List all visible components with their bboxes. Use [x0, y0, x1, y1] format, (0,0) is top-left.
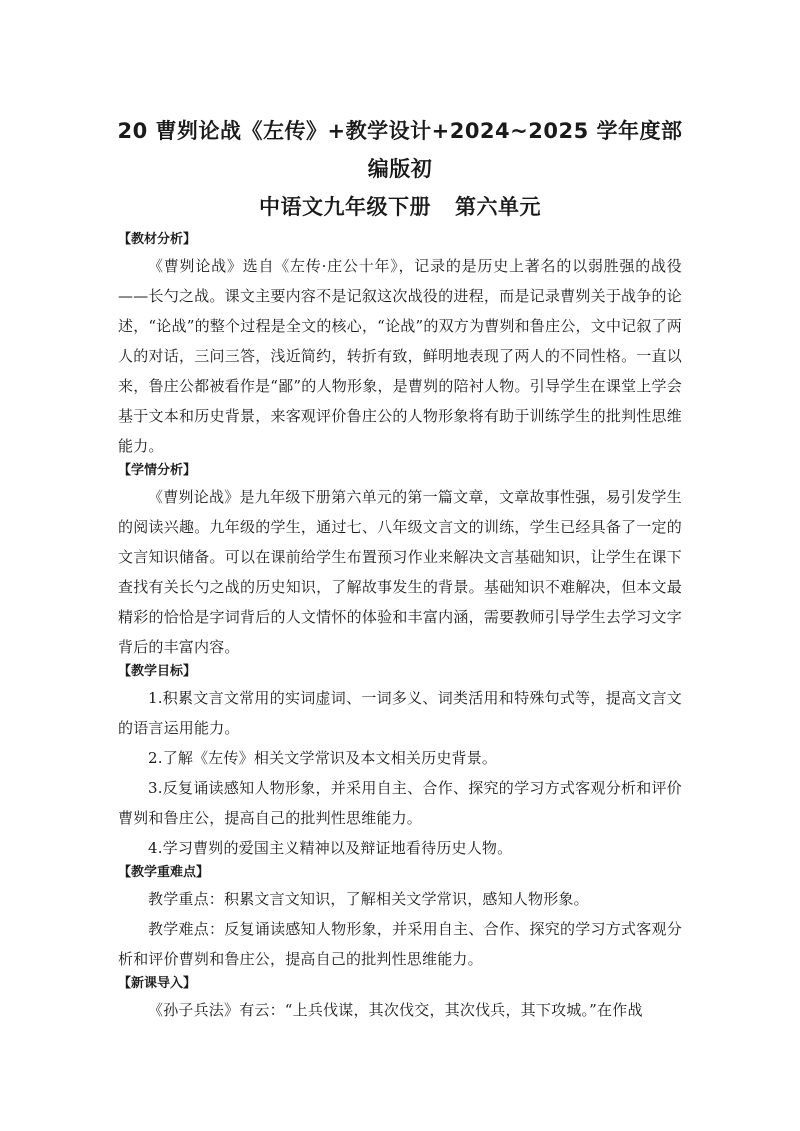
objective-item: 3.反复诵读感知人物形象，并采用自主、合作、探究的学习方式客观分析和评价曹刿和鲁庄公，提高自己的批判性思维能力。 — [118, 779, 682, 827]
title-line-2-unit: 第六单元 — [455, 195, 541, 219]
title-line-1: 20 曹刿论战《左传》+教学设计+2024~2025 学年度部编版初 — [117, 119, 683, 181]
paragraph: 《曹刿论战》选自《左传·庄公十年》，记录的是历史上著名的以弱胜强的战役——长勺之战。课文主要内容不是记叙这次战役的进程，而是记录曹刿关于战争的论述，“论战”的整个过程是全文的核心，“论战”的双方为曹刿和鲁庄公，文中记叙了两人的对话，三问三答，浅近简约，转折有致，鲜明地表现了两人的不同性格。一直以来，鲁庄公都被看作是“鄙”的人物形象，是曹刿的陪衬人物。引导学生在课堂上学会基于文本和历史背景，来客观评价鲁庄公的人物形象将有助于训练学生的批判性思维能力。 — [118, 257, 682, 455]
section-lesson-introduction — [118, 974, 682, 1025]
document-title — [108, 112, 692, 226]
objective-item: 4.学习曹刿的爱国主义精神以及辩证地看待历史人物。 — [148, 839, 513, 857]
section-heading: 【教材分析】 — [118, 232, 197, 247]
section-heading: 【学情分析】 — [118, 463, 197, 478]
section-heading: 【教学重难点】 — [118, 865, 210, 880]
title-line-2 — [108, 188, 692, 226]
section-heading: 【新课导入】 — [118, 976, 197, 991]
key-point: 教学重点：积累文言文知识，了解相关文学常识，感知人物形象。 — [148, 890, 589, 908]
section-textbook-analysis — [118, 230, 682, 461]
section-student-analysis — [118, 461, 682, 662]
title-line-2-subject: 中语文九年级下册 — [259, 195, 431, 219]
section-heading: 【教学目标】 — [118, 664, 197, 679]
objective-item: 2.了解《左传》相关文学常识及本文相关历史背景。 — [148, 749, 498, 767]
section-key-difficult-points — [118, 863, 682, 974]
section-teaching-objectives — [118, 662, 682, 863]
difficult-point: 教学难点：反复诵读感知人物形象，并采用自主、合作、探究的学习方式客观分析和评价曹刿和鲁庄公，提高自己的批判性思维能力。 — [118, 920, 682, 968]
paragraph: 《孙子兵法》有云：“上兵伐谋，其次伐交，其次伐兵，其下攻城。”在作战 — [148, 1001, 643, 1019]
paragraph: 《曹刿论战》是九年级下册第六单元的第一篇文章，文章故事性强，易引发学生的阅读兴趣。九年级的学生，通过七、八年级文言文的训练，学生已经具备了一定的文言知识储备。可以在课前给学生布置预习作业来解决文言基础知识，让学生在课下查找有关长勺之战的历史知识，了解故事发生的背景。基础知识不难解决，但本文最精彩的恰恰是字词背后的人文情怀的体验和丰富内涵，需要教师引导学生去学习文字背后的丰富内容。 — [118, 488, 682, 656]
objective-item: 1.积累文言文常用的实词虚词、一词多义、词类活用和特殊句式等，提高文言文的语言运用能力。 — [118, 689, 682, 737]
